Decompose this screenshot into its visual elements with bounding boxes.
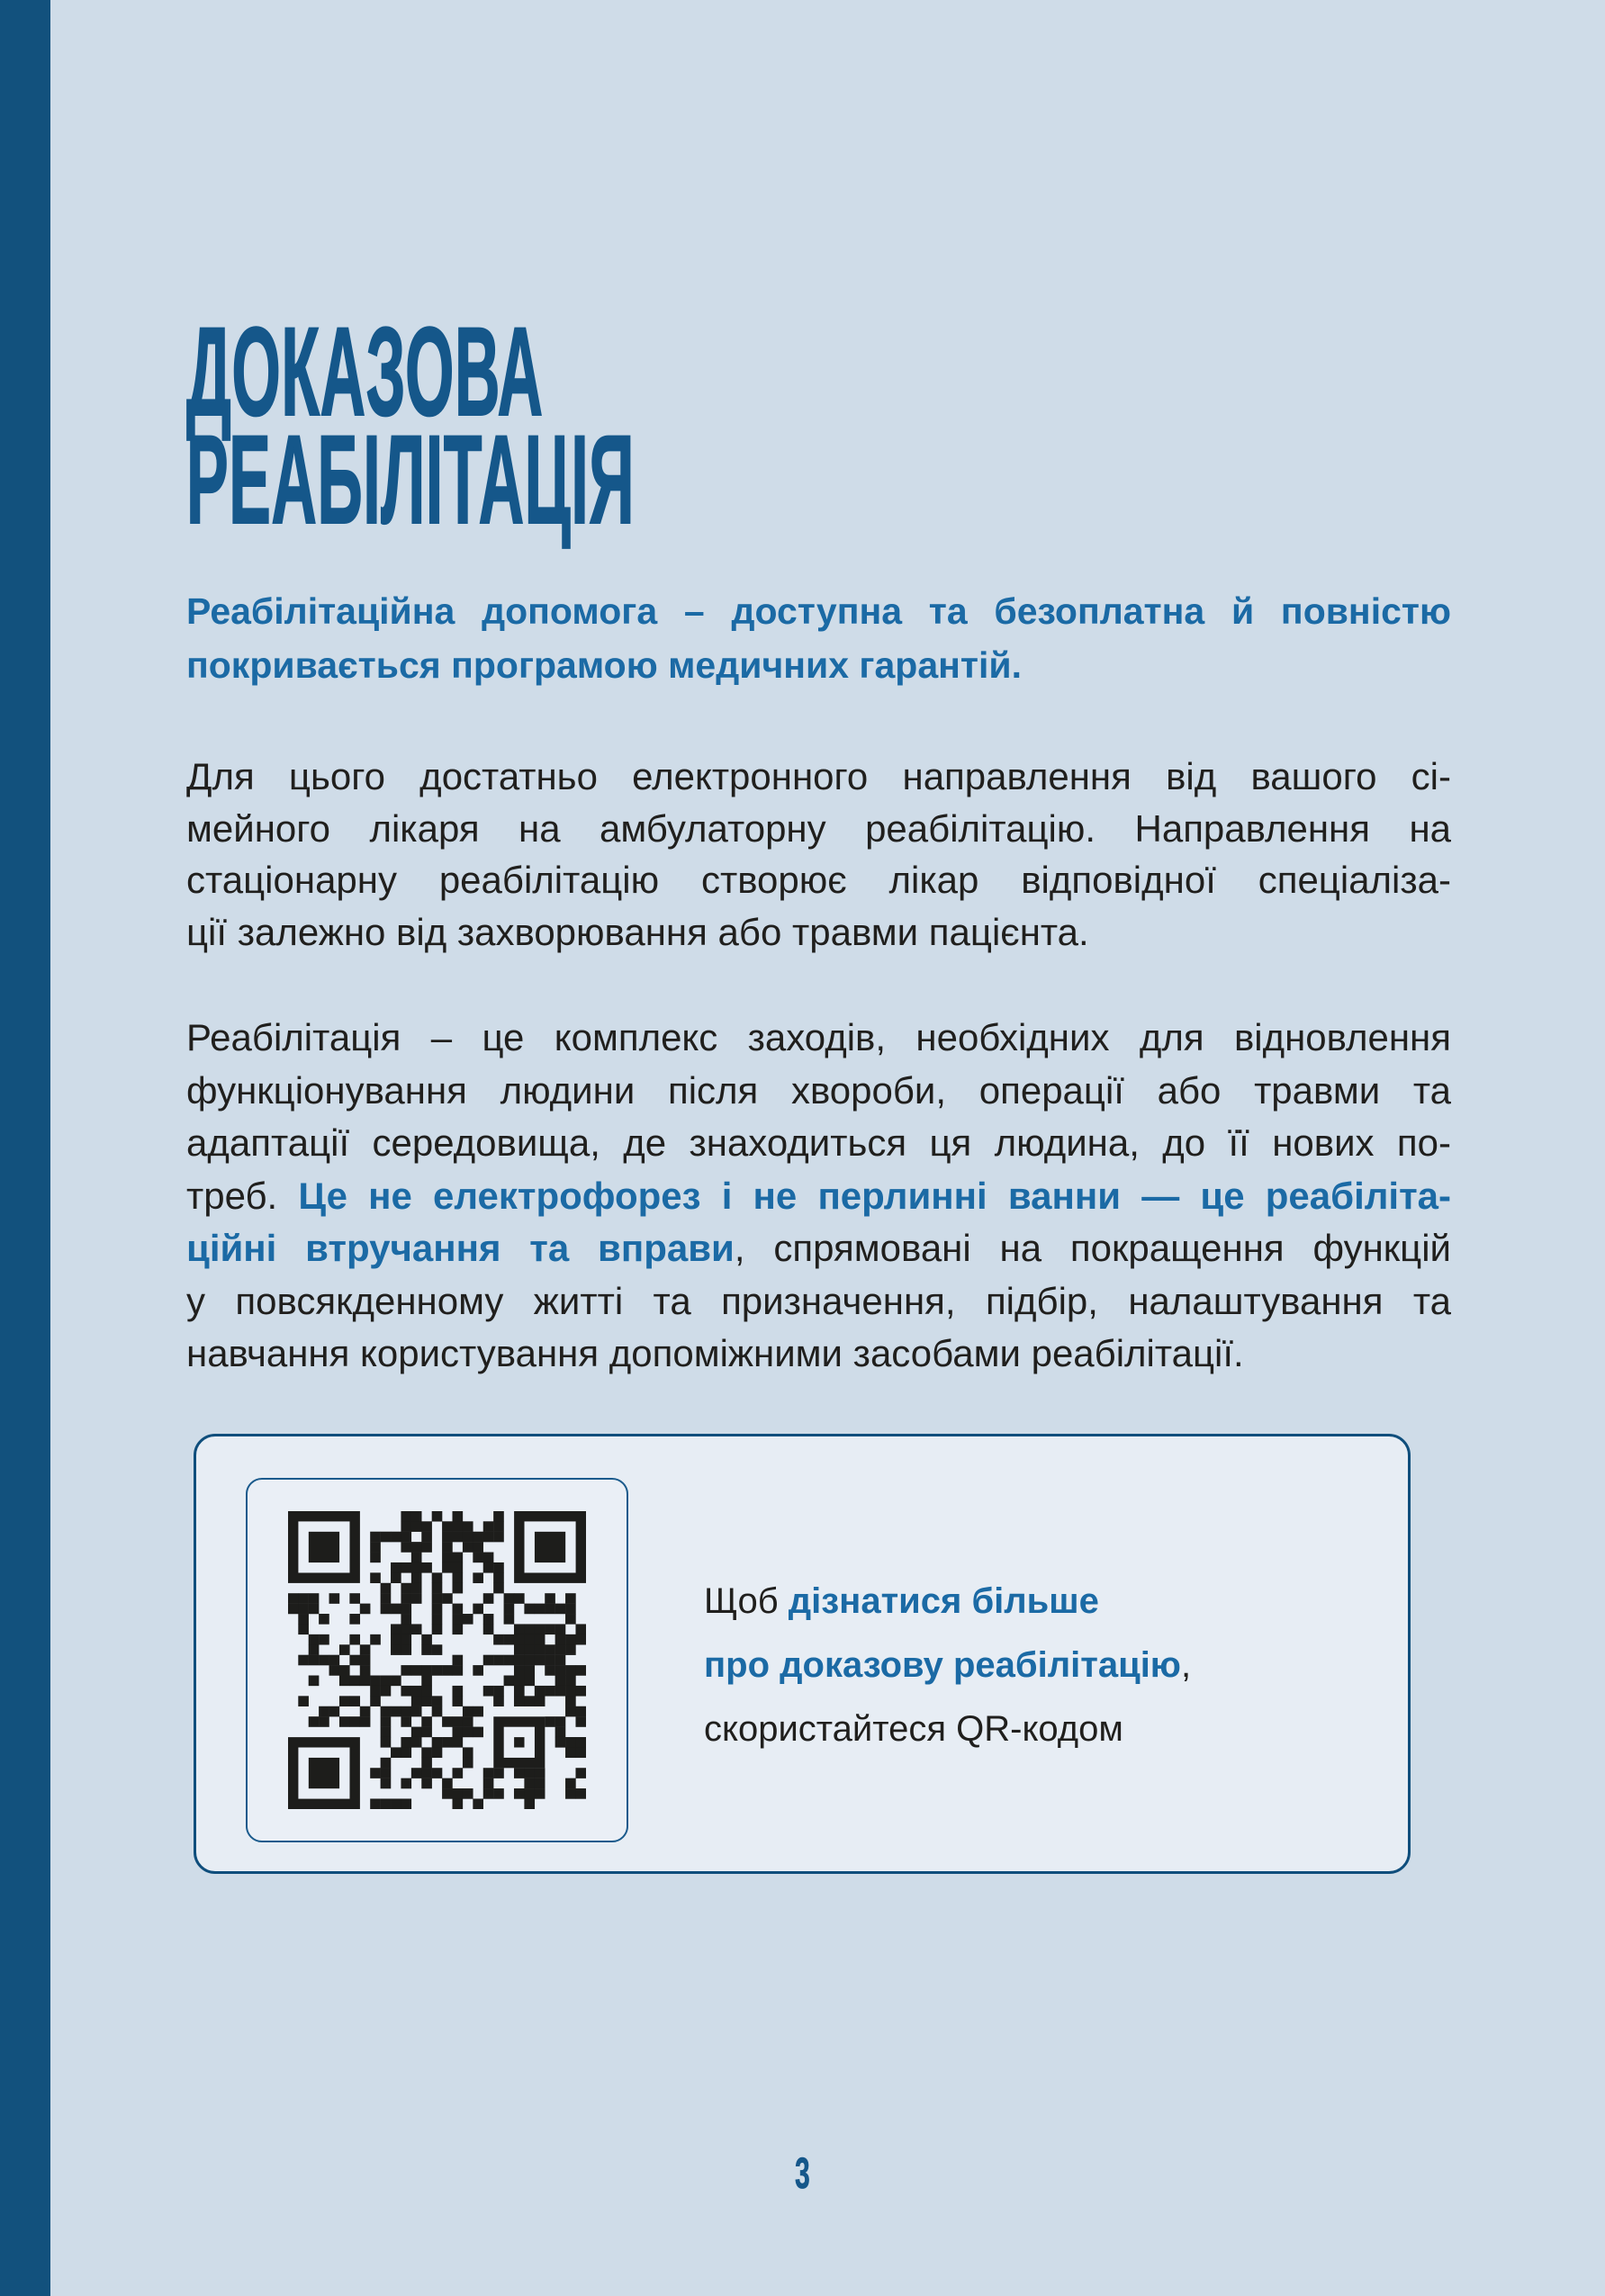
info-card bbox=[194, 1434, 1411, 1874]
left-accent-bar bbox=[0, 0, 50, 2296]
body-paragraph-2: Реабілітація – це комплекс заходів, необхідних для відновлення функціонування людини після хвороби, операції або травми та адаптації середовища, де знаходиться ця людина, до її нових по- треб. Це не електрофорез і не перлинні ванни — це реабіліта- ційні втручання та вправи, спрямовані на покращення функцій у повсякденному житті та призначення, підбір, налаштування та навчання користування допоміжними засобами реабілітації. bbox=[186, 1016, 1452, 1374]
lead-paragraph: Реабілітаційна допомога – доступна та безоплатна й повністю покривається програмою медичних гарантій. bbox=[186, 590, 1451, 686]
page-number: 3 bbox=[795, 2150, 810, 2198]
page-title-line1: ДОКАЗОВА bbox=[186, 301, 544, 442]
page-title bbox=[186, 301, 636, 550]
body-paragraph-1: Для цього достатньо електронного направлення від вашого сі- мейного лікаря на амбулаторну реабілітацію. Направлення на стаціонарну реабілітацію створює лікар відповідної спеціаліза- ції залежно від захворювання або травми пацієнта. bbox=[186, 755, 1451, 953]
page-title-line2: РЕАБІЛІТАЦІЯ bbox=[186, 409, 636, 550]
qr-code-image bbox=[288, 1511, 586, 1809]
qr-note: Щоб дізнатися більше про доказову реабілітацію, скористайтеся QR-кодом bbox=[704, 1581, 1192, 1749]
qr-card bbox=[246, 1478, 628, 1842]
